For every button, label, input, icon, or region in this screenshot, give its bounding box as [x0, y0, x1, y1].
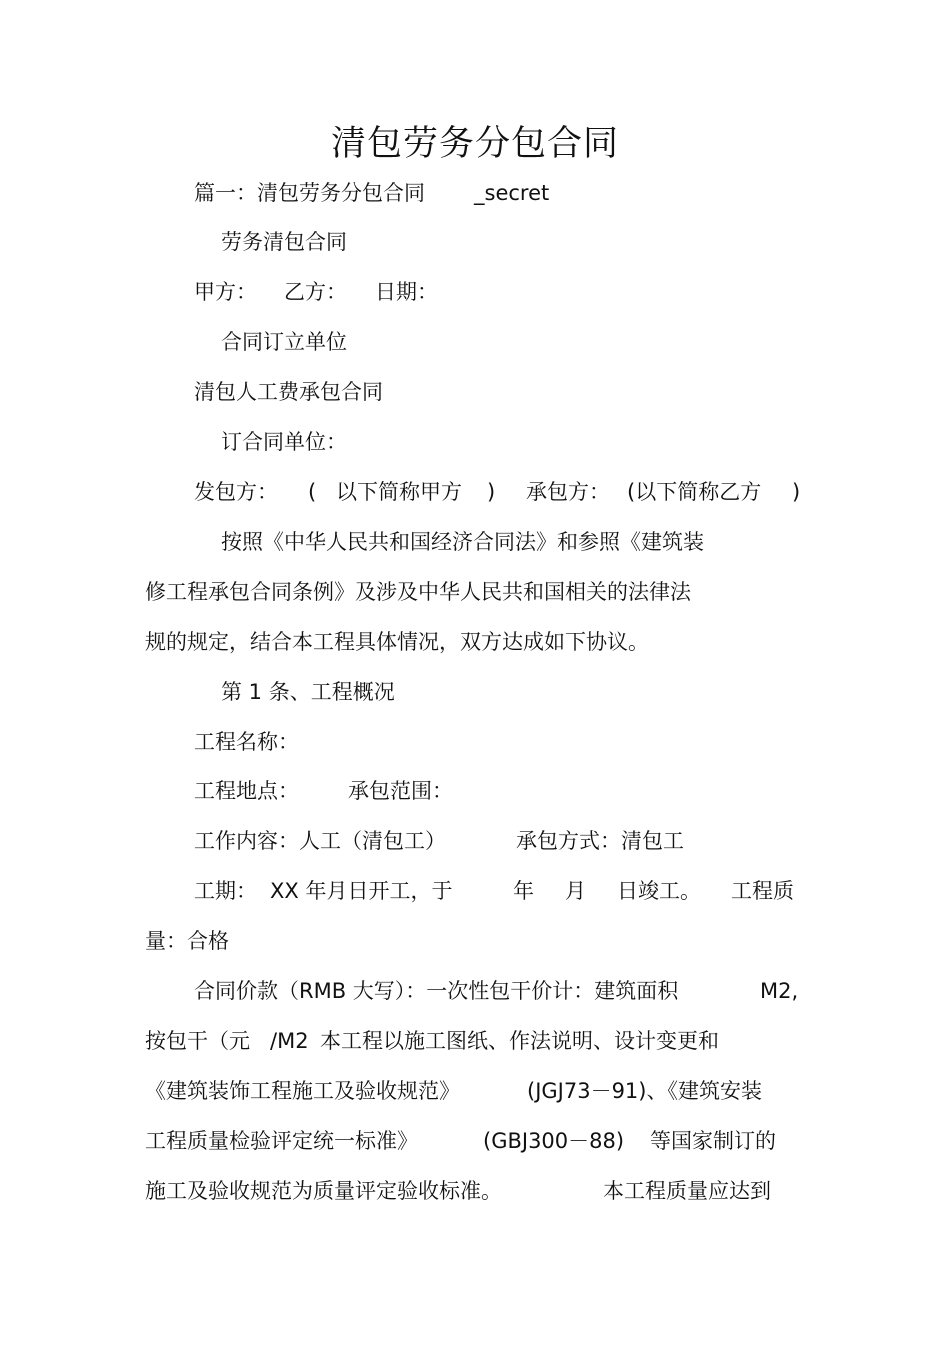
text-segment: 修工程承包合同条例》及涉及中华人民共和国相关的法律法: [145, 580, 691, 604]
text-segment: 订合同单位：: [221, 430, 347, 454]
text-segment: 本工程以施工图纸、作法说明、设计变更和: [320, 1029, 719, 1053]
text-segment: 承包方：: [526, 480, 610, 504]
text-segment: XX 年月日开工，于: [270, 879, 453, 903]
text-segment: 第 1 条、工程概况: [221, 680, 395, 704]
text-segment: 月: [565, 879, 586, 903]
text-segment: M2,: [760, 979, 799, 1003]
text-segment: (JGJ73－91)、《建筑安装: [527, 1079, 762, 1103]
text-segment: 等国家制订的: [650, 1129, 776, 1153]
text-segment: (以下简称乙方: [627, 480, 762, 504]
text-segment: 合同价款（RMB 大写）：一次性包干价计：建筑面积: [194, 979, 679, 1003]
text-segment: 日期：: [375, 280, 438, 304]
text-segment: ): [792, 480, 801, 504]
text-segment: 篇一：清包劳务分包合同: [194, 181, 425, 205]
text-segment: 年: [513, 879, 534, 903]
text-segment: 规的规定，结合本工程具体情况，双方达成如下协议。: [145, 630, 649, 654]
text-segment: 承包方式：清包工: [516, 829, 684, 853]
text-segment: 按包干（元: [145, 1029, 250, 1053]
text-segment: 以下简称甲方: [336, 480, 462, 504]
text-segment: 日竣工。: [617, 879, 701, 903]
text-segment: 工程质: [731, 879, 794, 903]
text-segment: (GBJ300－88): [483, 1129, 625, 1153]
text-segment: 清包人工费承包合同: [194, 380, 383, 404]
text-segment: 工期：: [194, 879, 257, 903]
text-segment: ): [487, 480, 496, 504]
text-segment: 合同订立单位: [221, 330, 347, 354]
text-segment: (: [308, 480, 317, 504]
text-segment: _secret: [474, 181, 550, 205]
text-segment: 承包范围：: [348, 779, 453, 803]
text-segment: 工作内容：人工（清包工）: [194, 829, 446, 853]
text-segment: 量：合格: [145, 929, 229, 953]
document-title: 清包劳务分包合同: [330, 124, 619, 164]
text-segment: 劳务清包合同: [221, 230, 347, 254]
text-segment: 按照《中华人民共和国经济合同法》和参照《建筑装: [221, 530, 704, 554]
text-segment: 施工及验收规范为质量评定验收标准。: [145, 1179, 502, 1203]
text-segment: 工程质量检验评定统一标准》: [145, 1129, 418, 1153]
text-segment: 发包方：: [194, 480, 278, 504]
text-segment: 乙方：: [284, 280, 347, 304]
text-segment: 本工程质量应达到: [603, 1179, 771, 1203]
text-segment: 《建筑装饰工程施工及验收规范》: [145, 1079, 460, 1103]
text-segment: /M2: [270, 1029, 309, 1053]
text-segment: 工程名称：: [194, 730, 299, 754]
text-segment: 工程地点：: [194, 779, 299, 803]
text-segment: 甲方：: [194, 280, 257, 304]
